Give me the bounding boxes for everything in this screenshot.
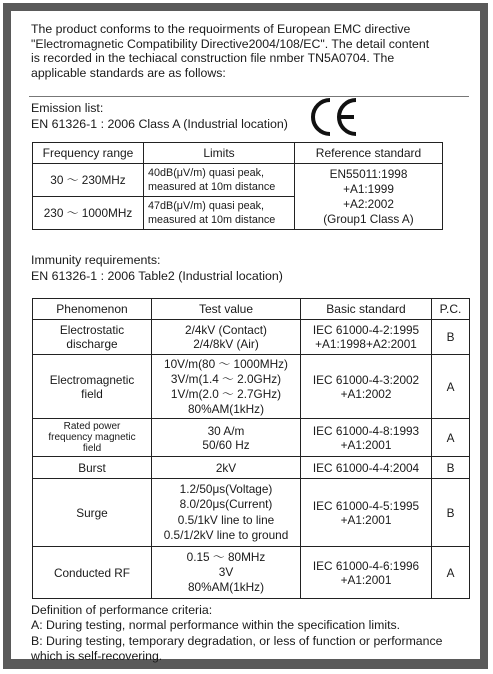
table-row bbox=[33, 320, 470, 355]
phenomenon: Conducted RF bbox=[33, 547, 152, 599]
divider bbox=[29, 96, 469, 97]
phenomenon: Rated power frequency magnetic field bbox=[33, 419, 152, 457]
basic-standard: IEC 61000-4-2:1995 +A1:1998+A2:2001 bbox=[301, 320, 432, 355]
limit-value bbox=[144, 164, 295, 197]
criteria-b: B: During testing, temporary degradation, or less of function or performance bbox=[31, 633, 443, 648]
basic-standard: IEC 61000-4-3:2002 +A1:2002 bbox=[301, 355, 432, 419]
reference-standard bbox=[295, 164, 443, 230]
header-frequency-range: Frequency range bbox=[33, 143, 144, 164]
document-page bbox=[11, 11, 480, 664]
test-value: 1.2/50μs(Voltage) 8.0/20μs(Current) 0.5/1kV line to line 0.5/1/2kV line to ground bbox=[152, 479, 301, 547]
phenomenon: Surge bbox=[33, 479, 152, 547]
immunity-heading: Immunity requirements: bbox=[31, 253, 161, 267]
intro-line: applicable standards are as follows: bbox=[31, 65, 226, 80]
table-row bbox=[33, 419, 470, 457]
header-test-value: Test value bbox=[152, 299, 301, 320]
header-phenomenon: Phenomenon bbox=[33, 299, 152, 320]
reference-line: +A1:1999 bbox=[343, 181, 394, 196]
performance-criterion: B bbox=[432, 320, 470, 355]
basic-standard: IEC 61000-4-5:1995 +A1:2001 bbox=[301, 479, 432, 547]
ce-mark-icon bbox=[308, 96, 363, 138]
criteria-a: A: During testing, normal performance within the specification limits. bbox=[31, 618, 401, 633]
basic-standard: IEC 61000-4-8:1993 +A1:2001 bbox=[301, 419, 432, 457]
test-value: 2/4kV (Contact) 2/4/8kV (Air) bbox=[152, 320, 301, 355]
header-limits: Limits bbox=[144, 143, 295, 164]
limit-line: 40dB(μV/m) quasi peak, bbox=[148, 167, 265, 179]
reference-line: EN55011:1998 bbox=[329, 166, 408, 181]
table-row bbox=[33, 164, 443, 197]
limit-line: 47dB(μV/m) quasi peak, bbox=[148, 200, 265, 212]
immunity-standard: EN 61326-1 : 2006 Table2 (Industrial location) bbox=[31, 269, 283, 283]
criteria-heading: Definition of performance criteria: bbox=[31, 603, 213, 617]
header-basic-standard: Basic standard bbox=[301, 299, 432, 320]
test-value: 0.15 ～ 80MHz 3V 80%AM(1kHz) bbox=[152, 547, 301, 599]
limit-line: measured at 10m distance bbox=[148, 181, 276, 193]
document-frame bbox=[3, 3, 488, 669]
immunity-table bbox=[32, 298, 470, 599]
performance-criteria bbox=[31, 603, 442, 665]
reference-line: (Group1 Class A) bbox=[323, 211, 414, 226]
intro-line: The product conforms to the requoirments of European EMC directive bbox=[31, 22, 411, 36]
performance-criterion: B bbox=[432, 479, 470, 547]
table-row bbox=[33, 479, 470, 547]
table-row bbox=[33, 457, 470, 479]
reference-line: +A2:2002 bbox=[343, 196, 394, 211]
intro-line: is recorded in the techiacal construction file nmber TN5A0704. The bbox=[31, 51, 395, 66]
basic-standard: IEC 61000-4-6:1996 +A1:2001 bbox=[301, 547, 432, 599]
performance-criterion: A bbox=[432, 547, 470, 599]
test-value: 30 A/m 50/60 Hz bbox=[152, 419, 301, 457]
frequency-range: 30 ～ 230MHz bbox=[33, 164, 144, 197]
intro-paragraph bbox=[31, 22, 476, 80]
table-row bbox=[33, 547, 470, 599]
frequency-range: 230 ～ 1000MHz bbox=[33, 197, 144, 230]
intro-line: "Electromagnetic Compatibility Directive2004/108/EC". The detail content bbox=[31, 36, 430, 51]
criteria-b-continued: which is self-recovering. bbox=[31, 649, 163, 664]
limit-line: measured at 10m distance bbox=[148, 214, 276, 226]
header-pc: P.C. bbox=[432, 299, 470, 320]
phenomenon: Electrostatic discharge bbox=[33, 320, 152, 355]
performance-criterion: A bbox=[432, 419, 470, 457]
emission-heading: Emission list: bbox=[31, 101, 104, 115]
basic-standard: IEC 61000-4-4:2004 bbox=[301, 457, 432, 479]
emission-table bbox=[32, 142, 443, 230]
test-value: 2kV bbox=[152, 457, 301, 479]
table-row bbox=[33, 355, 470, 419]
performance-criterion: B bbox=[432, 457, 470, 479]
performance-criterion: A bbox=[432, 355, 470, 419]
phenomenon: Burst bbox=[33, 457, 152, 479]
test-value: 10V/m(80 ～ 1000MHz) 3V/m(1.4 ～ 2.0GHz) 1V/m(2.0 ～ 2.7GHz) 80%AM(1kHz) bbox=[152, 355, 301, 419]
limit-value bbox=[144, 197, 295, 230]
emission-standard: EN 61326-1 : 2006 Class A (Industrial location) bbox=[31, 117, 288, 131]
phenomenon: Electromagnetic field bbox=[33, 355, 152, 419]
header-reference-standard: Reference standard bbox=[295, 143, 443, 164]
